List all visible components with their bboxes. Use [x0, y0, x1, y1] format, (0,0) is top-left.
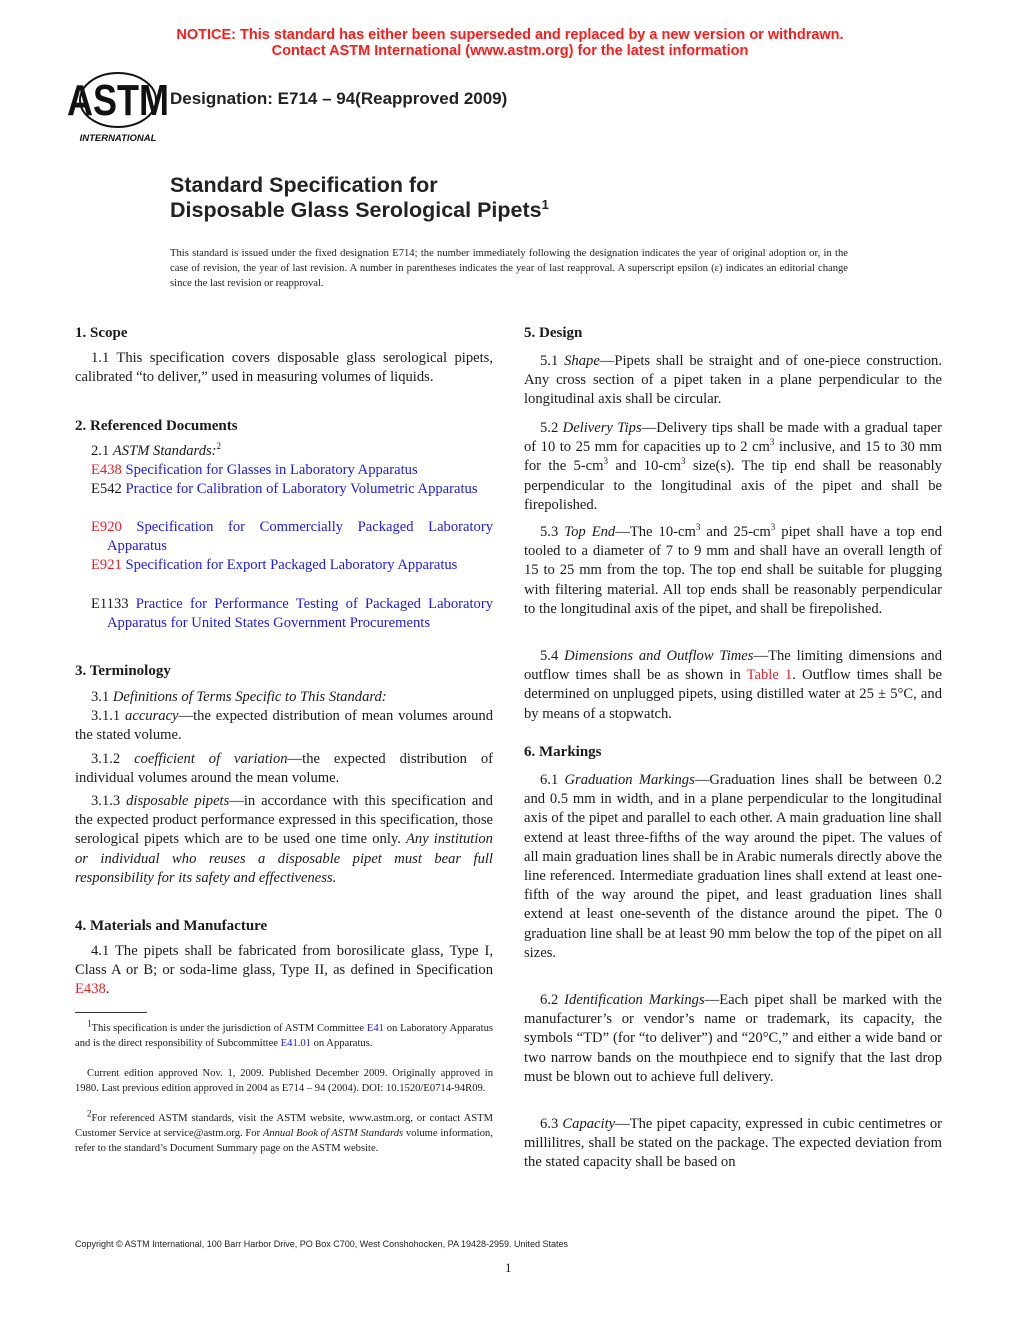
paragraph [75, 442, 493, 461]
referenced-document [75, 461, 493, 480]
reference-link[interactable]: E41.01 [280, 1038, 311, 1049]
paragraph [75, 707, 493, 745]
text-run: E1133 [91, 596, 136, 612]
text-run: —Graduation lines shall be between 0.2 and 0.5 mm in width, and in a plane perpendicular to the longitudinal axis of the pipet and parallel to each other. A main graduation line shall extend at least three-fifths of the way around the pipet. The values of all main graduation lines shall be in Arabic numerals directly above the line referenced. Intermediate graduation lines shall extend at least one-fifth of the way around the pipet, and least graduation lines shall extend at least one-seventh of the distance around the pipet. The 0 graduation line shall be at least 90 mm below the top of the pipet on all sizes. [524, 772, 942, 961]
text-run: —Delivery tips shall be made with a gradual taper of 10 to 25 mm for capacities up to 2 cm [524, 420, 942, 456]
paragraph [524, 419, 942, 515]
paragraph [75, 792, 493, 888]
reference-link[interactable]: Specification for Export Packaged Laboratory Apparatus [121, 557, 458, 573]
paragraph [75, 942, 493, 1000]
superscript: 2 [216, 441, 222, 452]
paragraph [75, 349, 493, 387]
reference-link[interactable]: Specification for Glasses in Laboratory Apparatus [121, 462, 418, 478]
copyright: Copyright © ASTM International, 100 Barr Harbor Drive, PO Box C700, West Conshohocken, PA 19428-2959. United States [75, 1239, 569, 1249]
paragraph [75, 750, 493, 788]
text-run: —The limiting dimensions and outflow times shall be as shown in [524, 648, 943, 684]
text-run: 3.1.3 [91, 793, 127, 809]
text-run: 1. Scope [75, 325, 128, 341]
reference-link[interactable]: Practice for Performance Testing of Packaged Laboratory Apparatus for United States Government Procurements [107, 596, 493, 632]
paragraph [524, 991, 942, 1087]
superscript: 3 [603, 456, 608, 467]
paragraph [524, 523, 942, 619]
paragraph [524, 1115, 942, 1173]
footnote-divider [75, 1012, 147, 1013]
text-run: size(s). The tip end shall be reasonably perpendicular to the longitudinal axis of the pipet and shall be firepolished. [524, 458, 942, 513]
text-run: disposable pipets [126, 793, 230, 809]
text-run: Definitions of Terms Specific to This Standard: [112, 689, 387, 705]
text-run: 4. Materials and Manufacture [75, 918, 268, 934]
text-run: 5.3 [540, 524, 565, 540]
text-run: 5.1 [540, 353, 565, 369]
text-run: 6.2 [540, 992, 565, 1008]
text-run: 5. Design [524, 325, 583, 341]
svg-text:INTERNATIONAL: INTERNATIONAL [79, 133, 157, 144]
paragraph [75, 688, 493, 707]
reference-link[interactable]: Specification for Commercially Packaged Laboratory Apparatus [107, 519, 493, 555]
text-run: inclusive, and 15 to 30 mm for the 5-cm [524, 439, 942, 475]
text-run: 1.1 This specification covers disposable glass serological pipets, calibrated “to deliver,” used in measuring volumes of liquids. [75, 350, 493, 386]
reference-link[interactable]: E438 [75, 981, 106, 998]
text-run: 5.2 [540, 420, 563, 436]
text-run: —The 10-cm [615, 524, 696, 540]
text-run: Dimensions and Outflow Times [564, 648, 754, 664]
page-number: 1 [505, 1260, 512, 1275]
text-run: Shape [564, 353, 600, 369]
text-run: Graduation Markings [564, 772, 695, 788]
text-run: —Each pipet shall be marked with the manufacturer’s or vendor’s name or trademark, its capacity, the symbols “TD” (for “to deliver”) and “20°C,” and either a wide band or two narrow bands on the mouthpiece end to signify that the last drop must be blown out to achieve full delivery. [524, 992, 943, 1085]
text-run: and 25-cm [700, 524, 771, 540]
superscript: 3 [770, 522, 776, 533]
reference-link[interactable]: E921 [91, 557, 122, 573]
text-run: coefficient of variation [134, 751, 288, 767]
text-run: Top End [564, 524, 616, 540]
notice-line-2: Contact ASTM International (www.astm.org) for the latest information [271, 43, 749, 59]
supersession-notice [0, 27, 1020, 59]
text-run: 2. Referenced Documents [75, 418, 238, 434]
text-run: on Laboratory Apparatus and is the direct responsibility of Subcommittee [75, 1023, 493, 1049]
text-run: Capacity [562, 1116, 616, 1132]
standard-intro-note: This standard is issued under the fixed designation E714; the number immediately following the designation indicates the year of original adoption or, in the case of revision, the year of last revision. A number in parentheses indicates the year of last reapproval. A superscript epsilon (ε) indicates an editorial change since the last revision or reapproval. [170, 248, 848, 289]
text-run: 2.1 [91, 443, 113, 459]
paragraph [524, 352, 942, 410]
text-run: 6. Markings [524, 744, 602, 760]
reference-link[interactable]: Table 1 [746, 667, 793, 684]
text-run: For referenced ASTM standards, visit the ASTM website, www.astm.org, or contact ASTM Customer Service at service@astm.org. For [75, 1113, 493, 1139]
svg-text:ASTM: ASTM [67, 77, 169, 125]
text-run: 3.1 [91, 689, 113, 705]
reference-link[interactable]: E438 [91, 462, 122, 478]
reference-link[interactable]: E920 [91, 519, 122, 535]
text-run: 6.3 [540, 1116, 563, 1132]
paragraph [524, 647, 942, 724]
text-run: . [105, 981, 110, 998]
text-run: Any institution or individual who reuses a disposable pipet must bear full responsibility for its safety and effectiveness. [75, 831, 493, 886]
text-run: E542 [91, 481, 126, 497]
text-run: —the expected distribution of mean volumes around the stated volume. [75, 708, 493, 744]
text-run: Delivery Tips [562, 420, 642, 436]
text-run: 3. Terminology [75, 663, 171, 679]
reference-link[interactable]: Practice for Calibration of Laboratory Volumetric Apparatus [125, 481, 478, 497]
footnote [75, 1018, 493, 1051]
section-heading [75, 662, 493, 681]
superscript: 2 [87, 1108, 92, 1119]
text-run: on Apparatus. [310, 1038, 373, 1049]
notice-line-1: NOTICE: This standard has either been superseded and replaced by a new version or withdrawn. [176, 27, 844, 43]
referenced-document [75, 556, 493, 575]
text-run: accuracy [125, 708, 179, 724]
designation: Designation: E714 – 94(Reapproved 2009) [170, 89, 508, 108]
footnote [75, 1108, 493, 1156]
text-run: —in accordance with this specification and the expected product performance expressed in this specification, those serological pipets which are to be used one time only. [75, 793, 493, 848]
title-line-1: Standard Specification for [170, 173, 438, 197]
text-run: volume information, refer to the standard’s Document Summary page on the ASTM website. [75, 1128, 493, 1154]
text-run: . Outflow times shall be determined on unplugged pipets, using distilled water at 25 ± 5°C, and by means of a stopwatch. [524, 667, 943, 722]
text-run: 3.1.1 [91, 708, 126, 724]
section-heading [75, 917, 493, 936]
text-run: This specification is under the jurisdiction of ASTM Committee [91, 1023, 367, 1034]
text-run: —the expected distribution of individual volumes around the mean volume. [75, 751, 493, 787]
text-run: Identification Markings [564, 992, 705, 1008]
document-title [170, 173, 549, 223]
section-heading [75, 417, 493, 436]
superscript: 3 [695, 522, 701, 533]
text-run: 4.1 The pipets shall be fabricated from borosilicate glass, Type I, Class A or B; or soda-lime glass, Type II, as defined in Specification [75, 943, 493, 979]
superscript: 3 [681, 456, 686, 467]
text-run: 3.1.2 [91, 751, 135, 767]
text-run: Annual Book of ASTM Standards [262, 1128, 404, 1139]
text-run: 6.1 [540, 772, 565, 788]
referenced-document [75, 518, 493, 556]
title-line-2 [170, 198, 549, 223]
text-run: 5.4 [540, 648, 565, 664]
footnote [75, 1066, 493, 1096]
superscript: 3 [769, 437, 775, 448]
referenced-document [75, 595, 493, 633]
superscript: 1 [87, 1018, 92, 1029]
astm-logo [67, 68, 169, 144]
text-run: and 10-cm [608, 458, 682, 475]
title-text: Disposable Glass Serological Pipets [170, 198, 542, 222]
section-heading [75, 324, 493, 343]
text-run: ASTM Standards: [112, 443, 217, 459]
reference-link[interactable]: E41 [366, 1023, 384, 1034]
section-heading [524, 324, 942, 343]
text-run: —Pipets shall be straight and of one-piece construction. Any cross section of a pipet taken in a plane perpendicular to the longitudinal axis shall be circular. [524, 353, 942, 408]
footnote-ref[interactable]: 1 [541, 196, 549, 212]
paragraph [524, 771, 942, 963]
text-run: Current edition approved Nov. 1, 2009. Published December 2009. Originally approved in 1980. Last previous edition approved in 2004 as E714 – 94 (2004). DOI: 10.1520/E0714-94R09. [75, 1068, 493, 1094]
referenced-document [75, 480, 493, 499]
text-run: —The pipet capacity, expressed in cubic centimetres or millilitres, shall be stated on the package. The expected deviation from the stated capacity shall be based on [524, 1116, 943, 1171]
text-run: pipet shall have a top end tooled to a diameter of 7 to 9 mm and shall have an overall length of 15 to 25 mm from the top. The top end shall be suitable for plugging with filtering material. All top ends shall be reasonably perpendicular to the longitudinal axis of the pipet, and shall be firepolished. [524, 524, 942, 617]
section-heading [524, 743, 942, 762]
